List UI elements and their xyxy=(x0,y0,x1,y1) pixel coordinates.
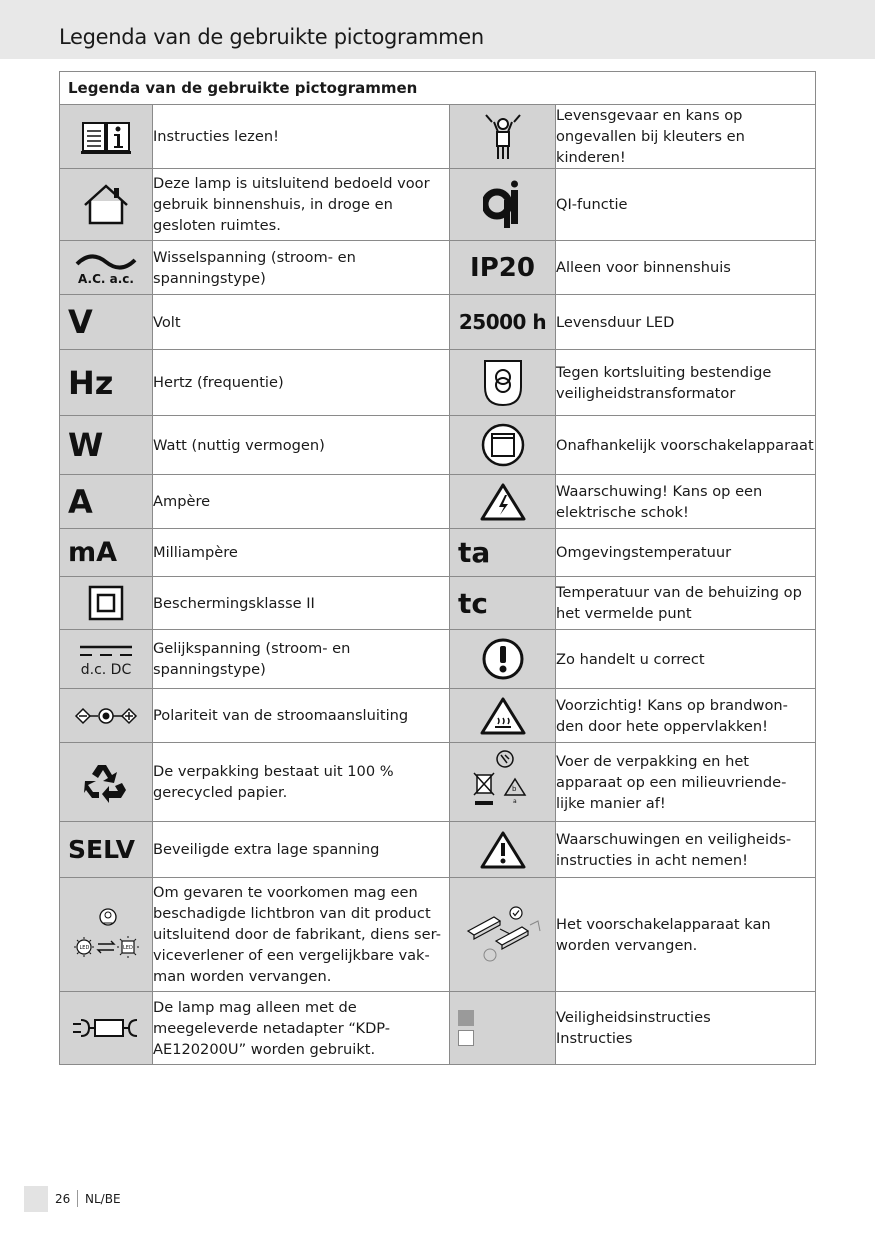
instructions-label: Instructies xyxy=(556,1030,633,1047)
dc-label: d.c. DC xyxy=(80,661,132,678)
table-row xyxy=(60,475,816,529)
page-header xyxy=(0,0,875,59)
table-row xyxy=(60,241,816,295)
direct-current-icon xyxy=(60,630,153,689)
hot-surface-warning-icon xyxy=(450,689,556,743)
left-text: Watt (nuttig vermogen) xyxy=(153,416,450,475)
case-temperature-symbol: tc xyxy=(458,586,488,620)
recycling-icon xyxy=(60,743,153,822)
child-danger-icon xyxy=(450,105,556,169)
right-text: Zo handelt u correct xyxy=(556,630,816,689)
footer-tab xyxy=(24,1186,48,1212)
table-row xyxy=(60,689,816,743)
table-row xyxy=(60,630,816,689)
right-text: QI-functie xyxy=(556,169,816,241)
table-row xyxy=(60,169,816,241)
watt-symbol: W xyxy=(68,426,104,464)
page-title: Legenda van de gebruikte pictogrammen xyxy=(59,25,484,49)
milliampere-symbol: mA xyxy=(68,537,118,568)
left-text: Hertz (frequentie) xyxy=(153,350,450,416)
left-text: Wisselspanning (stroom- en spanningstype) xyxy=(153,241,450,295)
right-text: Onafhankelijk voorschakelapparaat xyxy=(556,416,816,475)
light-source-replacement-icon xyxy=(60,878,153,992)
left-text: De verpakking bestaat uit 100 % gerecycled papier. xyxy=(153,743,450,822)
svg-text:a: a xyxy=(512,798,517,805)
exclamation-circle-icon xyxy=(450,630,556,689)
read-instructions-icon xyxy=(60,105,153,169)
left-text: Milliampère xyxy=(153,529,450,577)
footer-divider xyxy=(77,1190,78,1207)
table-row xyxy=(60,105,816,169)
table-row xyxy=(60,992,816,1065)
house-icon xyxy=(60,169,153,241)
language-label: NL/BE xyxy=(85,1192,121,1206)
right-text: Levensduur LED xyxy=(556,295,816,350)
ambient-temperature-symbol: ta xyxy=(458,536,491,569)
table-row xyxy=(60,822,816,878)
table-row xyxy=(60,416,816,475)
qi-icon xyxy=(450,169,556,241)
left-text: Deze lamp is uitsluitend bedoeld voor gebruik binnenshuis, in droge en gesloten ruimtes. xyxy=(153,169,450,241)
left-text: Instructies lezen! xyxy=(153,105,450,169)
selv-symbol: SELV xyxy=(68,835,135,864)
right-text: Alleen voor binnenshuis xyxy=(556,241,816,295)
right-text: Temperatuur van de behuizing op het vermelde punt xyxy=(556,577,816,630)
general-warning-icon xyxy=(450,822,556,878)
independent-ballast-icon xyxy=(450,416,556,475)
left-text: De lamp mag alleen met de meegeleverde netadapter “KDP-AE120200U” worden gebruikt. xyxy=(153,992,450,1065)
alternating-current-icon xyxy=(60,241,153,295)
table-row xyxy=(60,878,816,992)
left-text: Beveiligde extra lage spanning xyxy=(153,822,450,878)
table-row xyxy=(60,743,816,822)
table-heading: Legenda van de gebruikte pictogrammen xyxy=(60,72,816,105)
ac-label: A.C. a.c. xyxy=(78,271,134,286)
left-text: Ampère xyxy=(153,475,450,529)
table-row xyxy=(60,529,816,577)
protection-class-ii-icon xyxy=(60,577,153,630)
replaceable-ballast-icon xyxy=(450,878,556,992)
svg-text:b: b xyxy=(511,785,516,793)
disposal-icons xyxy=(450,743,556,822)
left-text: Volt xyxy=(153,295,450,350)
table-row xyxy=(60,295,816,350)
power-adapter-icon xyxy=(60,992,153,1065)
right-text: Waarschuwingen en veiligheids-instructies in acht nemen! xyxy=(556,822,816,878)
polarity-icon xyxy=(60,689,153,743)
lifetime-symbol: 25000 h xyxy=(458,310,547,334)
svg-text:LED: LED xyxy=(79,944,90,951)
electric-shock-warning-icon xyxy=(450,475,556,529)
right-text: Waarschuwing! Kans op een elektrische schok! xyxy=(556,475,816,529)
pictogram-legend-table xyxy=(59,71,816,1065)
page-number: 26 xyxy=(55,1192,71,1206)
right-text: Omgevingstemperatuur xyxy=(556,529,816,577)
table-row xyxy=(60,577,816,630)
right-text: Tegen kortsluiting bestendige veiligheidstransformator xyxy=(556,350,816,416)
ampere-symbol: A xyxy=(68,482,93,521)
instruction-squares xyxy=(450,992,556,1065)
safety-transformer-icon xyxy=(450,350,556,416)
right-text: Voer de verpakking en het apparaat op een milieuvriende-lijke manier af! xyxy=(556,743,816,822)
volt-symbol: V xyxy=(68,303,93,341)
hertz-symbol: Hz xyxy=(68,363,114,402)
left-text: Gelijkspanning (stroom- en spanningstype) xyxy=(153,630,450,689)
right-text: Levensgevaar en kans op ongevallen bij kleuters en kinderen! xyxy=(556,105,816,169)
ip20-symbol: IP20 xyxy=(470,252,535,283)
left-text: Polariteit van de stroomaansluiting xyxy=(153,689,450,743)
table-row xyxy=(60,350,816,416)
svg-text:LED: LED xyxy=(123,944,133,951)
left-text: Om gevaren te voorkomen mag een beschadigde lichtbron van dit product uitsluitend door de fabrikant, diens ser-viceverlener of een vergelijkbare vak-man worden vervangen. xyxy=(153,878,450,992)
left-text: Beschermingsklasse II xyxy=(153,577,450,630)
right-text: Het voorschakelapparaat kan worden vervangen. xyxy=(556,878,816,992)
safety-instructions-square xyxy=(458,1010,474,1026)
instructions-square xyxy=(458,1030,474,1046)
safety-instructions-label: Veiligheidsinstructies xyxy=(556,1009,711,1026)
right-text: Voorzichtig! Kans op brandwon-den door hete oppervlakken! xyxy=(556,689,816,743)
